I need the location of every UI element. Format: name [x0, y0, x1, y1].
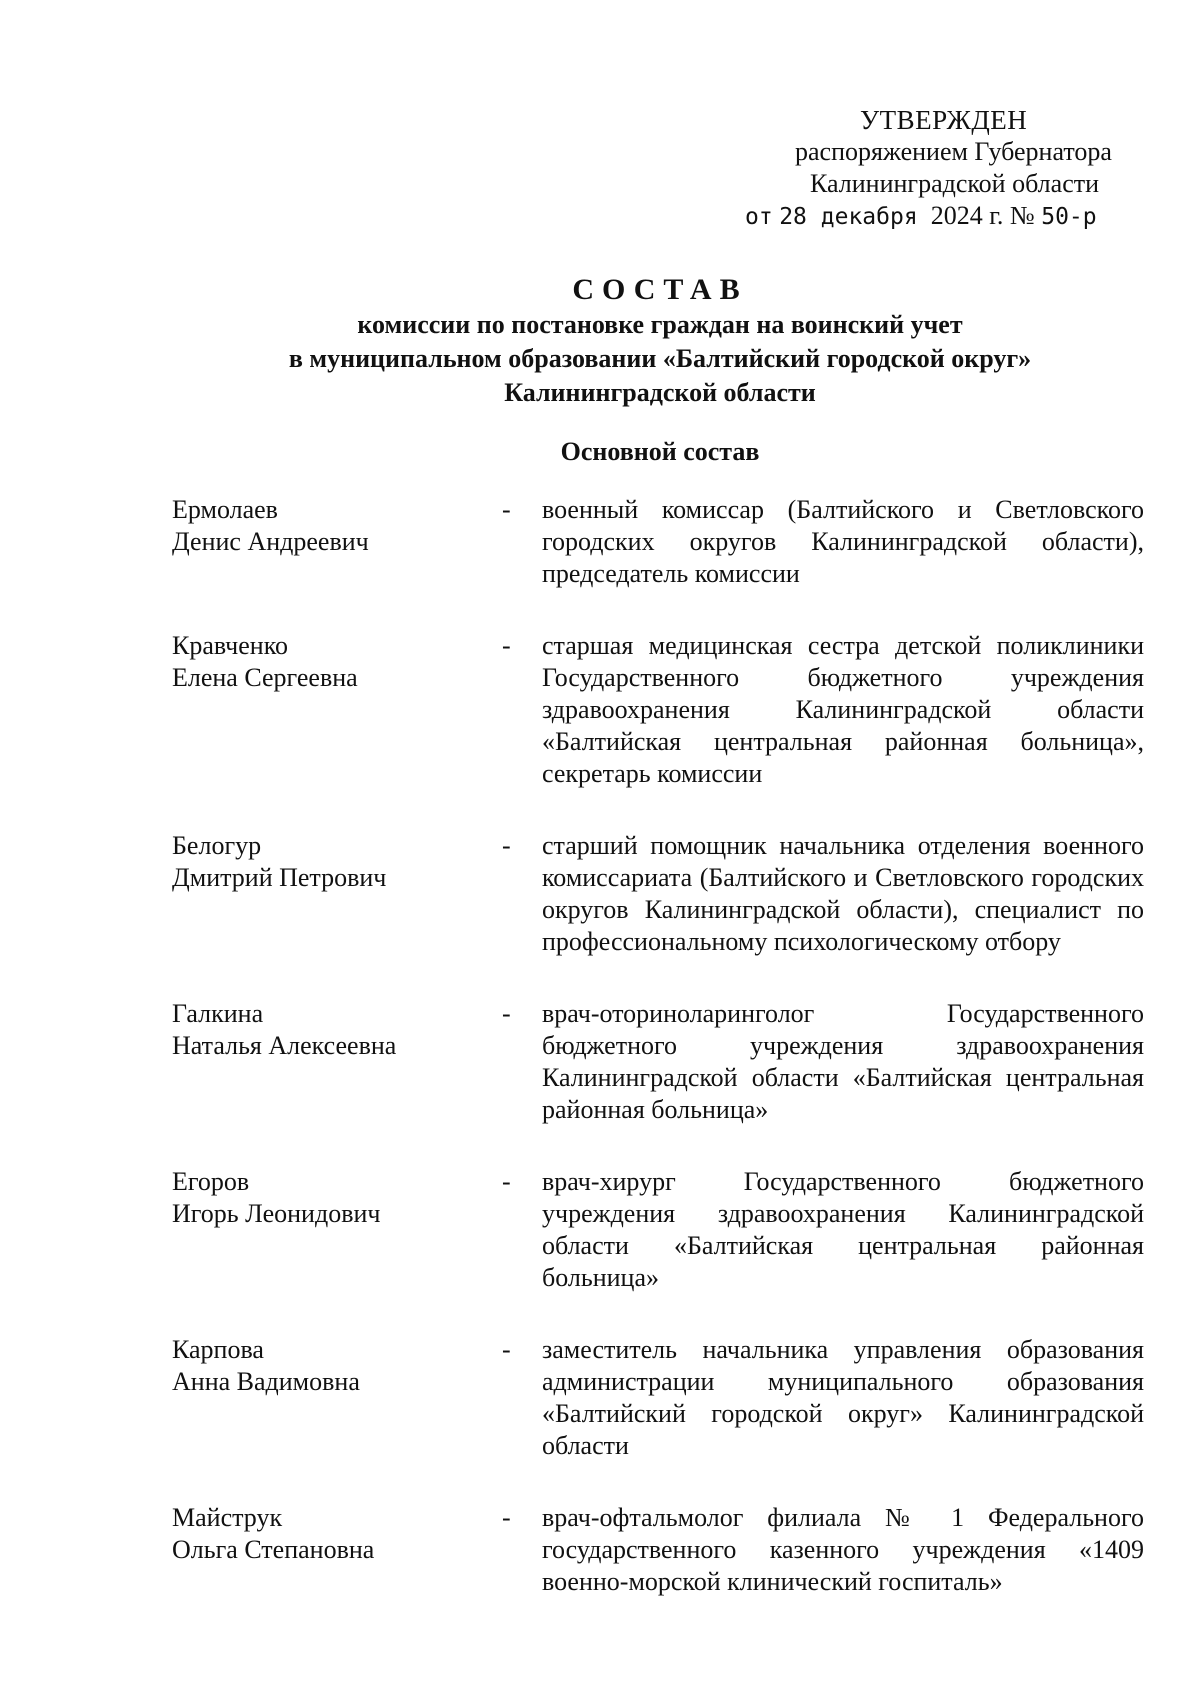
member-dash: - — [502, 631, 511, 660]
date-prefix: от — [745, 204, 773, 230]
member-surname: Карпова — [172, 1335, 264, 1364]
member-name — [172, 1334, 472, 1398]
title-line-2: в муниципальном образовании «Балтийский городской округ» — [288, 344, 1032, 373]
member-entry — [0, 1334, 1200, 1462]
member-entry — [0, 1502, 1200, 1598]
member-given-names: Ольга Степановна — [172, 1535, 375, 1564]
section-title: Основной состав — [560, 437, 760, 466]
title-line-3: Калининградской области — [504, 378, 816, 407]
member-entry — [0, 630, 1200, 790]
member-entry — [0, 1166, 1200, 1294]
members-list — [0, 494, 1200, 1598]
approval-block — [700, 104, 1160, 233]
member-entry — [0, 998, 1200, 1126]
approval-date-line — [745, 200, 1160, 233]
member-given-names: Анна Вадимовна — [172, 1367, 360, 1396]
decree-number: 50-р — [1041, 204, 1097, 230]
member-role: заместитель начальника управления образования администрации муниципального образования «Балтийский городской округ» Калининградской области — [542, 1335, 1144, 1460]
title-line-1: комиссии по постановке граждан на воинский учет — [357, 310, 963, 339]
date-year: 2024 г. — [930, 201, 1004, 230]
member-surname: Майструк — [172, 1503, 283, 1532]
document-title-block — [160, 272, 1160, 410]
member-dash: - — [502, 999, 511, 1028]
member-name — [172, 1166, 472, 1230]
member-surname: Егоров — [172, 1167, 250, 1196]
member-dash: - — [502, 1335, 511, 1364]
member-given-names: Игорь Леонидович — [172, 1199, 381, 1228]
member-role: военный комиссар (Балтийского и Светловского городских округов Калининградской области), председатель комиссии — [542, 495, 1144, 588]
member-name — [172, 998, 472, 1062]
member-dash: - — [502, 1167, 511, 1196]
member-role: врач-оториноларинголог Государственного бюджетного учреждения здравоохранения Калининградской области «Балтийская центральная районная больница» — [542, 999, 1144, 1124]
member-given-names: Денис Андреевич — [172, 527, 369, 556]
number-sign: № — [1009, 201, 1035, 230]
member-name — [172, 630, 472, 694]
member-dash: - — [502, 831, 511, 860]
date-value: 28 декабря — [779, 204, 918, 230]
member-role: старшая медицинская сестра детской поликлиники Государственного бюджетного учреждения здравоохранения Калининградской области «Балтийская центральная районная больница», секретарь комиссии — [542, 631, 1144, 788]
member-entry — [0, 494, 1200, 590]
member-role: врач-офтальмолог филиала № 1 Федерального государственного казенного учреждения «1409 военно-морской клинический госпиталь» — [542, 1503, 1144, 1596]
member-surname: Кравченко — [172, 631, 289, 660]
member-dash: - — [502, 1503, 511, 1532]
member-surname: Ермолаев — [172, 495, 278, 524]
approval-region-line: Калининградской области — [810, 169, 1100, 198]
document-title: СОСТАВ — [572, 273, 748, 306]
member-given-names: Елена Сергеевна — [172, 663, 358, 692]
member-surname: Галкина — [172, 999, 264, 1028]
member-name — [172, 1502, 472, 1566]
member-name — [172, 494, 472, 558]
member-role: врач-хирург Государственного бюджетного учреждения здравоохранения Калининградской области «Балтийская центральная районная больница» — [542, 1167, 1144, 1292]
member-given-names: Дмитрий Петрович — [172, 863, 387, 892]
member-role: старший помощник начальника отделения военного комиссариата (Балтийского и Светловского городских округов Калининградской области), специалист по профессиональному психологическому отбору — [542, 831, 1144, 956]
member-entry — [0, 830, 1200, 958]
approval-decree-line: распоряжением Губернатора — [795, 137, 1112, 166]
member-name — [172, 830, 472, 894]
member-given-names: Наталья Алексеевна — [172, 1031, 397, 1060]
member-dash: - — [502, 495, 511, 524]
approved-heading: УТВЕРЖДЕН — [860, 105, 1028, 135]
member-surname: Белогур — [172, 831, 262, 860]
